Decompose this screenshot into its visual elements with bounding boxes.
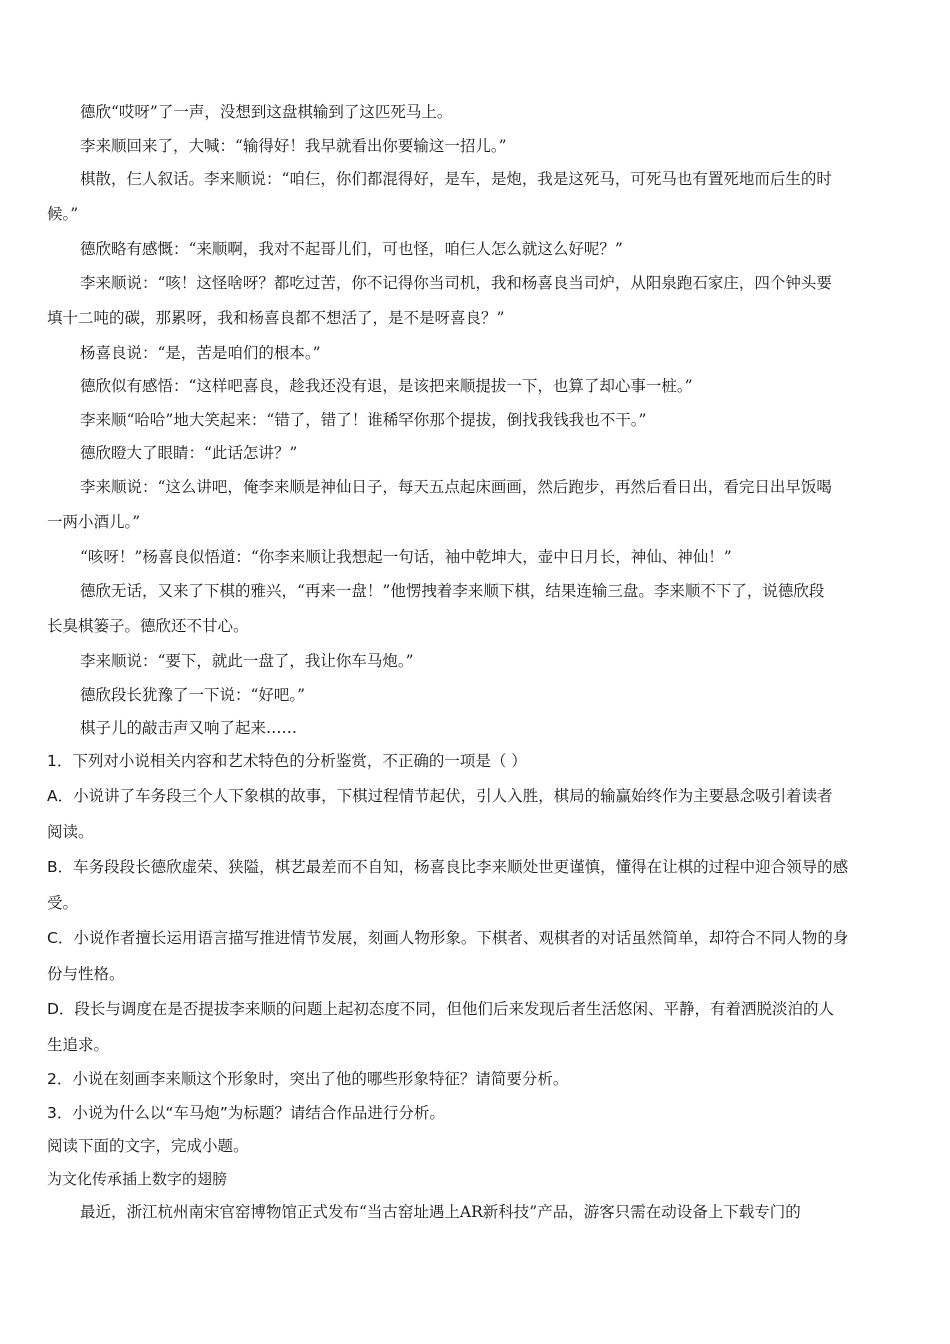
story-paragraph: 德欣略有感慨：“来顺啊，我对不起哥儿们，可也怪，咱仨人怎么就这么好呢？” <box>80 240 623 258</box>
story-paragraph: 棋散，仨人叙话。李来顺说：“咱仨，你们都混得好，是车，是炮，我是这死马，可死马也有置死地而后生的时 <box>80 170 832 188</box>
story-paragraph: 德欣瞪大了眼睛：“此话怎讲？” <box>80 444 298 462</box>
question-1: 1．下列对小说相关内容和艺术特色的分析鉴赏，不正确的一项是（ ） <box>47 752 527 770</box>
option-a-continued: 阅读。 <box>47 823 94 841</box>
story-paragraph: 李来顺说：“要下，就此一盘了，我让你车马炮。” <box>80 652 414 670</box>
story-paragraph: “咳呀！”杨喜良似悟道：“你李来顺让我想起一句话，袖中乾坤大，壶中日月长，神仙、神仙！” <box>80 548 732 566</box>
story-paragraph: 李来顺说：“这么讲吧，俺李来顺是神仙日子，每天五点起床画画，然后跑步，再然后看日出，看完日出早饭喝 <box>80 478 832 496</box>
story-paragraph: 李来顺回来了，大喊：“输得好！我早就看出你要输这一招儿。” <box>80 137 507 155</box>
passage-paragraph: 最近，浙江杭州南宋官窑博物馆正式发布“当古窑址遇上AR新科技”产品，游客只需在动设备上下载专门的 <box>80 1203 801 1221</box>
story-paragraph: 棋子儿的敲击声又响了起来…… <box>80 719 298 737</box>
question-3: 3．小说为什么以“车马炮”为标题？请结合作品进行分析。 <box>47 1104 445 1122</box>
passage-title: 为文化传承插上数字的翅膀 <box>47 1170 228 1188</box>
question-2: 2．小说在刻画李来顺这个形象时，突出了他的哪些形象特征？请简要分析。 <box>47 1070 569 1088</box>
story-paragraph-continued: 一两小酒儿。” <box>47 513 141 531</box>
option-c: C．小说作者擅长运用语言描写推进情节发展，刻画人物形象。下棋者、观棋者的对话虽然简单，却符合不同人物的身 <box>47 929 849 947</box>
option-a: A．小说讲了车务段三个人下象棋的故事，下棋过程情节起伏，引人入胜，棋局的输赢始终作为主要悬念吸引着读者 <box>47 787 833 805</box>
story-paragraph-continued: 填十二吨的碳，那累呀，我和杨喜良都不想活了，是不是呀喜良？” <box>47 309 505 327</box>
story-paragraph-continued: 长臭棋篓子。德欣还不甘心。 <box>47 617 249 635</box>
story-paragraph: 德欣段长犹豫了一下说：“好吧。” <box>80 686 306 704</box>
reading-instruction: 阅读下面的文字，完成小题。 <box>47 1137 249 1155</box>
option-b-continued: 受。 <box>47 894 79 912</box>
option-c-continued: 份与性格。 <box>47 965 125 983</box>
story-paragraph: 李来顺说：“咳！这怪啥呀？都吃过苦，你不记得你当司机，我和杨喜良当司炉，从阳泉跑石家庄，四个钟头要 <box>80 274 832 292</box>
story-paragraph: 德欣“哎呀”了一声，没想到这盘棋输到了这匹死马上。 <box>80 103 453 121</box>
story-paragraph-continued: 候。” <box>47 205 79 223</box>
story-paragraph: 德欣无话，又来了下棋的雅兴，“再来一盘！”他愣拽着李来顺下棋，结果连输三盘。李来顺不下了，说德欣段 <box>80 582 825 600</box>
option-d: D．段长与调度在是否提拔李来顺的问题上起初态度不同，但他们后来发现后者生活悠闲、平静，有着洒脱淡泊的人 <box>47 1000 834 1018</box>
story-paragraph: 杨喜良说：“是，苦是咱们的根本。” <box>80 344 321 362</box>
option-b: B．车务段段长德欣虚荣、狭隘，棋艺最差而不自知，杨喜良比李来顺处世更谨慎，懂得在让棋的过程中迎合领导的感 <box>47 858 849 876</box>
story-paragraph: 德欣似有感悟：“这样吧喜良，趁我还没有退，是该把来顺提拔一下，也算了却心事一桩。” <box>80 377 693 395</box>
story-paragraph: 李来顺“哈哈”地大笑起来：“错了，错了！谁稀罕你那个提拔，倒找我钱我也不干。” <box>80 411 647 429</box>
option-d-continued: 生追求。 <box>47 1036 110 1054</box>
